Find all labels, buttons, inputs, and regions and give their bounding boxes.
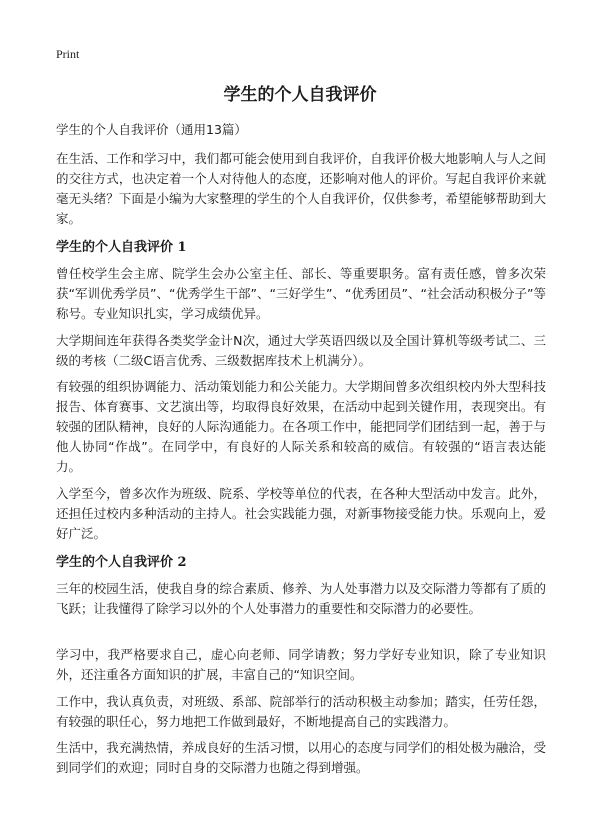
section-1-paragraph-3: 有较强的组织协调能力、活动策划能力和公关能力。大学期间曾多次组织校内外大型科技报告、体育赛事、文艺演出等，均取得良好效果，在活动中起到关键作用，表现突出。有较强的团队精神，良好的人际沟通能力。在各项工作中，能把同学们团结到一起，善于与他人协同“作战”。在同学中，有良好的人际关系和较高的威信。有较强的“语言表达能力。 xyxy=(56,379,546,474)
section-1-paragraph-1: 曾任校学生会主席、院学生会办公室主任、部长、等重要职务。富有责任感，曾多次荣获“军训优秀学员”、“优秀学生干部”、“三好学生”、“优秀团员”、“社会活动积极分子”等称号。专业知识扎实，学习成绩优异。 xyxy=(56,266,546,321)
section-2-paragraph-1: 三年的校园生活，使我自身的综合素质、修养、为人处事潜力以及交际潜力等都有了质的飞跃；让我懂得了除学习以外的个人处事潜力的重要性和交际潜力的必要性。 xyxy=(56,581,546,616)
intro-paragraph: 在生活、工作和学习中，我们都可能会使用到自我评价，自我评价极大地影响人与人之间的交往方式，也决定着一个人对待他人的态度，还影响对他人的评价。写起自我评价来就毫无头绪？下面是小编为大家整理的学生的个人自我评价，仅供参考，希望能够帮助到大家。 xyxy=(56,151,546,226)
section-heading-2: 学生的个人自我评价 2 xyxy=(56,555,187,570)
document-subtitle: 学生的个人自我评价（通用13篇） xyxy=(56,122,247,137)
section-1-paragraph-2: 大学期间连年获得各类奖学金计N次，通过大学英语四级以及全国计算机等级考试二、三级的考核（二级C语言优秀、三级数据库技术上机满分）。 xyxy=(56,333,546,368)
section-heading-1: 学生的个人自我评价 1 xyxy=(56,240,187,255)
print-link[interactable]: Print xyxy=(56,47,80,61)
page-title: 学生的个人自我评价 xyxy=(223,85,377,105)
section-2-paragraph-3: 工作中，我认真负责，对班级、系部、院部举行的活动积极主动参加；踏实，任劳任怨，有较强的职任心，努力地把工作做到最好，不断地提高自己的实践潜力。 xyxy=(56,694,546,729)
section-1-paragraph-4: 入学至今，曾多次作为班级、院系、学校等单位的代表，在各种大型活动中发言。此外，还担任过校内多种活动的主持人。社会实践能力强，对新事物接受能力快。乐观向上，爱好广泛。 xyxy=(56,486,546,541)
section-2-paragraph-2: 学习中，我严格要求自己，虚心向老师、同学请教；努力学好专业知识，除了专业知识外，还注重各方面知识的扩展，丰富自己的“知识空间。 xyxy=(56,647,546,682)
section-2-paragraph-4: 生活中，我充满热情，养成良好的生活习惯，以用心的态度与同学们的相处极为融洽，受到同学们的欢迎；同时自身的交际潜力也随之得到增强。 xyxy=(56,740,546,775)
